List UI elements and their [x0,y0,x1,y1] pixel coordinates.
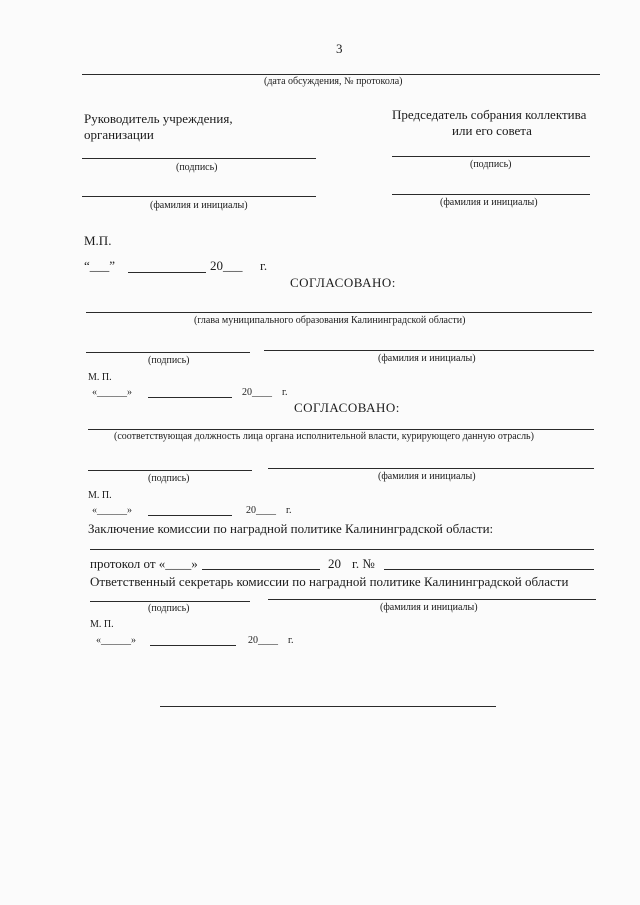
date-month-line [128,272,206,273]
secretary-title: Ответственный секретарь комиссии по наградной политике Калининградской области [90,574,569,589]
closing-rule [160,706,496,707]
agreed-1-signature-caption: (подпись) [148,355,190,366]
secretary-name-caption: (фамилия и инициалы) [380,602,478,613]
agreed-2-month-line [148,515,232,516]
head-title-line2: организации [84,127,154,142]
agreed-1-day: «______» [92,387,132,398]
agreed-2-year: 20____ [246,505,276,516]
protocol-year: 20 [328,556,341,571]
agreed-2-position-line [88,429,594,430]
commission-mp: М. П. [90,619,114,630]
agreed-2-day: «______» [92,505,132,516]
chair-title-line2: или его совета [452,123,532,138]
date-year-suffix: г. [260,258,268,273]
agreed-1-year: 20____ [242,387,272,398]
head-name-caption: (фамилия и инициалы) [150,200,248,211]
commission-month-line [150,645,236,646]
agreed-2-name-line [268,468,594,469]
protocol-number-line [384,569,594,570]
commission-day: «______» [96,635,136,646]
chair-name-caption: (фамилия и инициалы) [440,197,538,208]
agreed-1-mp: М. П. [88,372,112,383]
agreed-1-position-line [86,312,592,313]
discussion-caption: (дата обсуждения, № протокола) [264,76,403,87]
date-day: “___” [84,258,116,273]
agreed-1-month-line [148,397,232,398]
head-signature-line [82,158,316,159]
agreed-2-title: СОГЛАСОВАНО: [294,400,400,415]
agreed-2-mp: М. П. [88,490,112,501]
chair-signature-caption: (подпись) [470,159,512,170]
agreed-2-name-caption: (фамилия и инициалы) [378,471,476,482]
agreed-1-year-suffix: г. [282,387,288,398]
secretary-signature-line [90,601,250,602]
discussion-date-line [82,74,600,75]
page-number: 3 [336,41,343,56]
agreed-1-position-caption: (глава муниципального образования Калининградской области) [194,315,466,326]
agreed-2-signature-caption: (подпись) [148,473,190,484]
commission-heading: Заключение комиссии по наградной политике Калининградской области: [88,521,494,536]
head-signature-caption: (подпись) [176,162,218,173]
chair-name-line [392,194,590,195]
commission-year-suffix: г. [288,635,294,646]
protocol-date-prefix: протокол от «____» [90,556,198,571]
agreed-2-position-caption: (соответствующая должность лица органа исполнительной власти, курирующего данную отрасль) [114,431,534,442]
commission-year: 20____ [248,635,278,646]
protocol-number-label: г. № [352,556,375,571]
head-title-line1: Руководитель учреждения, [84,111,233,126]
head-name-line [82,196,316,197]
agreed-2-signature-line [88,470,252,471]
date-year: 20___ [210,258,243,273]
chair-title-line1: Председатель собрания коллектива [392,107,587,122]
agreed-1-title: СОГЛАСОВАНО: [290,275,396,290]
agreed-1-name-caption: (фамилия и инициалы) [378,353,476,364]
secretary-name-line [268,599,596,600]
mp-stamp-label: М.П. [84,233,112,248]
chair-signature-line [392,156,590,157]
agreed-1-signature-line [86,352,250,353]
commission-conclusion-line [90,549,594,550]
agreed-1-name-line [264,350,594,351]
agreed-2-year-suffix: г. [286,505,292,516]
secretary-signature-caption: (подпись) [148,603,190,614]
protocol-month-line [202,569,320,570]
